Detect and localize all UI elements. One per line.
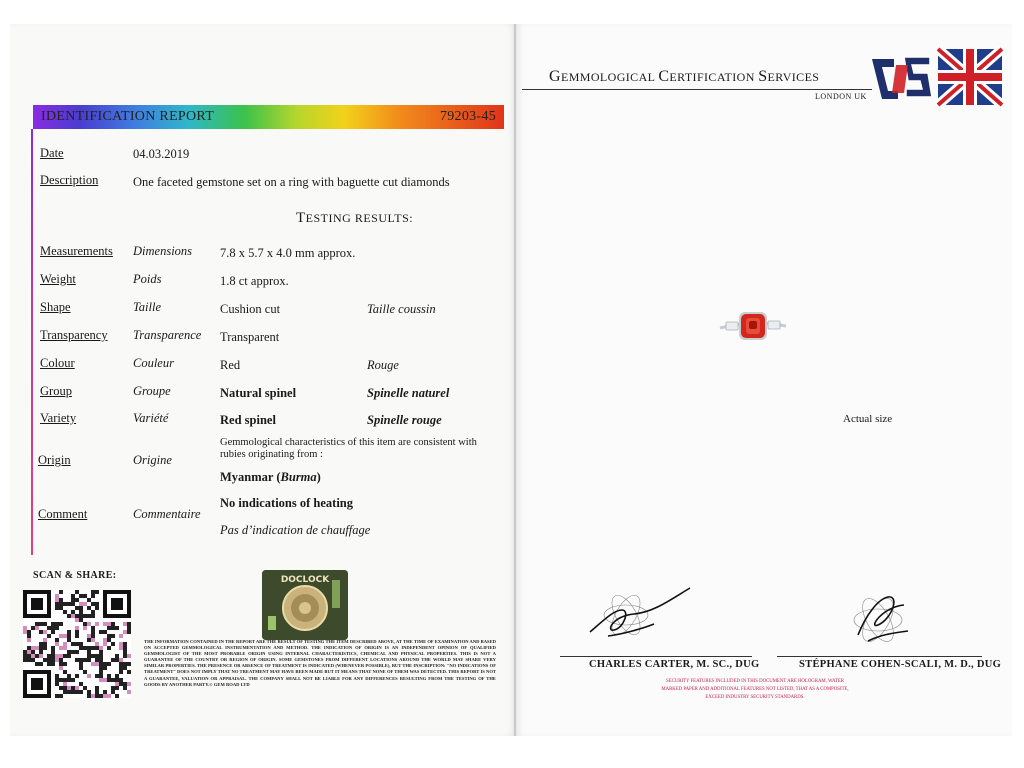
right-signature (838, 585, 918, 655)
comment-label: Comment (38, 507, 88, 521)
origin-label: Origin (38, 453, 71, 467)
description-label: Description (40, 173, 99, 187)
scan-share-label: SCAN & SHARE: (33, 570, 117, 581)
company-name-cap: C (658, 68, 670, 85)
row-fr-label: Taille (133, 300, 162, 314)
actual-size-caption: Actual size (843, 413, 893, 425)
row-label: Shape (40, 300, 71, 314)
testing-title-rest: ESTING RESULTS: (305, 211, 414, 225)
row-fr-label: Dimensions (133, 244, 193, 258)
company-name-part: EMMOLOGICAL (560, 70, 659, 84)
origin-text: Gemmological characteristics of this item are consistent with rubies originating from : (220, 437, 477, 460)
company-underline (522, 89, 872, 90)
report-number: 79203-45 (439, 109, 496, 124)
row-label: Variety (40, 411, 77, 425)
row-fr-label: Transparence (133, 328, 202, 342)
qr-code-icon[interactable] (23, 590, 131, 698)
row-value: Transparent (220, 330, 280, 344)
row-value: Red (220, 358, 241, 372)
disclaimer-text: THE INFORMATION CONTAINED IN THE REPORT ARE THE RESULT OF TESTING THE ITEM DESCRIBED ABOVE, AT THE TIME OF EXAMINATION AND BASED ON ACCEPTED GEMMOLOGICAL INSTRUMENTATION AND METHOD. THE INDICATION OF ORIGIN IS AN INDEPENDENT OPINION OF QUALIFIED GEMMOLOGIST OF THE MOST PROBABLE ORIGIN USING INTERNAL CHARACTERISTICS, CHEMICAL AND PHYSICAL PROPERTIES. THIS IS NOT A GUARANTEE OF THE COUNTRY OR REGION OF ORIGIN. SOME GEMSTONES FROM DIFFERENT LOCATIONS AROUND THE WORLD MAY SHARE VERY SIMILAR PROPERTIES. THE PRESENCE OR ABSENCE OF TREATMENT IS INDICATED (WHENEVER POSSIBLE), BUT THE INSCRIPTION: "NO INDICATIONS OF TREATMENT" DOES NOT IMPLY THAT NO TREATMENT MAY HAVE BEEN MADE BUT IT MEANS THAT NONE OF THEM WAS DETECTED. THIS REPORT IS NOT A GUARANTEE, VALUATION OR APPRAISAL. THE COMPANY SHALL NOT BE LIABLE FOR ANY DIFFERENCES RESULTING FROM THE TESTING OF THE GOODS BY ANOTHER PARTY.© GEM ROAD LTD (144, 639, 496, 687)
row-fr-value: Taille coussin (367, 302, 436, 316)
origin-country (220, 470, 321, 485)
row-value: Red spinel (220, 413, 276, 427)
origin-country-alt: Burma (280, 470, 317, 484)
hologram-label: DOCLOCK (280, 575, 330, 585)
origin-country-close: ) (316, 470, 321, 484)
row-label: Weight (40, 272, 76, 286)
row-fr-value: Rouge (367, 358, 399, 372)
row-value: Natural spinel (220, 386, 297, 400)
row-value: 7.8 x 5.7 x 4.0 mm approx. (220, 246, 356, 260)
right-signature-line (777, 656, 982, 657)
company-name-part: ERVICES (767, 70, 820, 84)
ring-photo (718, 306, 788, 346)
date-value: 04.03.2019 (133, 147, 190, 161)
origin-country-name: Myanmar ( (220, 470, 281, 484)
hologram-seal (262, 570, 348, 640)
left-signature (584, 580, 694, 650)
testing-title-cap: T (296, 210, 306, 226)
row-label: Measurements (40, 244, 113, 258)
comment-fr-label: Commentaire (133, 507, 201, 521)
origin-fr-label: Origine (133, 453, 172, 467)
row-label: Transparency (40, 328, 108, 342)
row-fr-label: Couleur (133, 356, 174, 370)
comment-value: No indications of heating (220, 496, 354, 510)
hologram-icon (262, 570, 348, 640)
security-note: SECURITY FEATURES INCLUDED IN THIS DOCUMENT ARE HOLOGRAM, WATER MARKED PAPER AND ADDITIONAL FEATURES NOT LISTED, THAT AS A COMPOSITE, EXCEED INDUSTRY SECURITY STANDARDS. (661, 679, 849, 700)
testing-results-title (296, 210, 413, 227)
report-title: IDENTIFICATION REPORT (41, 109, 215, 124)
left-color-rule (31, 129, 33, 555)
company-location: LONDON UK (815, 92, 867, 101)
company-name-cap: S (758, 68, 768, 85)
row-value: 1.8 ct approx. (220, 274, 289, 288)
company-name-cap: G (549, 68, 561, 85)
left-signatory-name: CHARLES CARTER, M. SC., DUG (589, 659, 760, 670)
right-signatory-name: STÉPHANE COHEN-SCALI, M. D., DUG (799, 659, 1002, 670)
row-label: Group (40, 384, 72, 398)
row-label: Colour (40, 356, 75, 370)
row-fr-value: Spinelle naturel (367, 386, 450, 400)
gcs-logo-icon (868, 47, 1004, 107)
report-header-bar (33, 105, 504, 129)
description-value: One faceted gemstone set on a ring with baguette cut diamonds (133, 175, 450, 189)
company-name-part: ERTIFICATION (669, 70, 759, 84)
comment-fr-value: Pas d’indication de chauffage (220, 523, 371, 537)
date-label: Date (40, 146, 64, 160)
row-fr-label: Variété (133, 411, 169, 425)
row-fr-label: Poids (133, 272, 162, 286)
company-name (549, 68, 819, 86)
row-fr-value: Spinelle rouge (367, 413, 442, 427)
left-signature-line (560, 656, 752, 657)
row-value: Cushion cut (220, 302, 281, 316)
row-fr-label: Groupe (133, 384, 171, 398)
page-fold (514, 24, 516, 736)
